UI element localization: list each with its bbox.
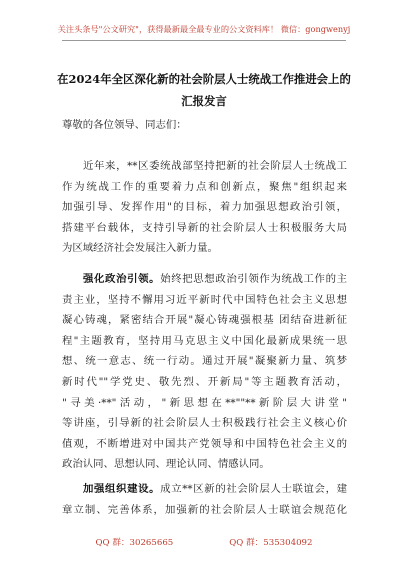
- salutation: [62, 115, 347, 136]
- document-title-line-1: 在2024年全区深化新的社会阶层人士统战工作推进会上的: [57, 72, 351, 86]
- paragraph-line-text: 始终把思想政治引领作为统战工作的主: [160, 273, 347, 285]
- paragraph-line: 为区域经济社会发展注入新力量。: [62, 242, 218, 255]
- paragraph-line: 作为统战工作的重要着力点和创新点，聚焦"组织起来: [62, 180, 347, 193]
- paragraph-line: [62, 269, 347, 290]
- section-heading: 加强组织建设。: [83, 483, 161, 495]
- paragraph-line: 加强引导、发挥作用"的目标，着力加强思想政治引领，: [62, 201, 347, 214]
- paragraph-line: 值观，不断增进对中国共产党领导和中国特色社会主义的: [62, 437, 347, 450]
- salutation-text: 尊敬的各位领导、同志们：: [62, 119, 187, 131]
- footer: [0, 536, 408, 548]
- paragraph-political-guidance: [62, 269, 347, 475]
- paragraph-line: "寻美·**"活动，"新思想在**""**新阶层大讲堂": [62, 396, 347, 409]
- paragraph-line: 想、统一意志、统一行动。通过开展"凝聚新力量、筑梦: [62, 355, 347, 368]
- header-divider: [62, 40, 346, 41]
- header-banner: 关注头条号"公文研究"，获得最新最全最专业的公文资料库！ 微信：gongwenyj: [57, 24, 351, 34]
- paragraph-line: 章立制、完善体系，加强新的社会阶层人士联谊会规范化: [62, 503, 347, 516]
- paragraph-line: 责主业，坚持不懈用习近平新时代中国特色社会主义思想: [62, 293, 347, 306]
- paragraph-line-text: 成立**区新的社会阶层人士联谊会，建: [160, 483, 347, 495]
- paragraph-line: 政治认同、思想认同、理论认同、情感认同。: [62, 458, 270, 471]
- paragraph-line: 凝心铸魂，紧密结合开展"凝心铸魂强根基 团结奋进新征: [62, 314, 347, 327]
- paragraph-line: 搭建平台载体，支持引导新的社会阶层人士积极服务大局: [62, 221, 347, 234]
- section-heading: 强化政治引领。: [83, 273, 161, 285]
- paragraph-line: [62, 479, 347, 500]
- paragraph-line: 近年来，**区委统战部坚持把新的社会阶层人士统战工: [83, 160, 347, 172]
- paragraph-line: 等讲座，引导新的社会阶层人士积极践行社会主义核心价: [62, 417, 347, 430]
- paragraph-intro: [62, 156, 347, 259]
- document-title-line-2: 汇报发言: [181, 94, 227, 108]
- paragraph-line: 新时代""学党史、敬先烈、开新局"等主题教育活动，: [62, 375, 347, 388]
- footer-qq-group-2: QQ 群：535304092: [229, 538, 313, 548]
- paragraph-organization-building: [62, 479, 347, 520]
- paragraph-line: 程"主题教育，坚持用马克思主义中国化最新成果统一思: [62, 334, 347, 347]
- footer-qq-group-1: QQ 群：30265665: [95, 538, 174, 548]
